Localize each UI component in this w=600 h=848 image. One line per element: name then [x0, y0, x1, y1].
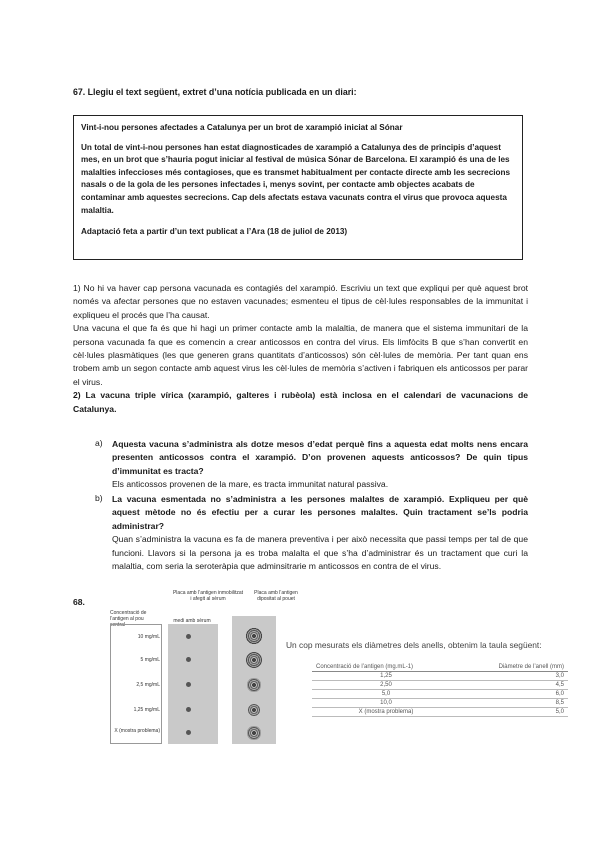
table-row	[312, 699, 568, 708]
table-header-diameter: Diàmetre de l’anell (mm)	[460, 663, 568, 672]
table-intro: Un cop mesurats els diàmetres dels anells, obtenim la taula següent:	[286, 640, 542, 650]
news-body: Un total de vint-i-nou persones han estat diagnosticades de xarampió a Catalunya des de principis d’aquest mes, en un brot que s’hauria pogut iniciar al festival de música Sónar de Barcelona. El xarampió és una de les malalties infeccioses més contagioses, que es transmet habitualment per contacte directe amb les secrecions nasals o de la gola de les persones infectades i, menys sovint, per contacte amb objectes acabats de contaminar amb aquestes secrecions. Cap dels afectats estava vacunats contra el virus que provoca aquesta malaltia.	[81, 142, 511, 215]
table-cell: X (mostra problema)	[312, 708, 460, 717]
table-cell: 5,0	[460, 708, 568, 717]
ring-diameter-table	[312, 663, 568, 717]
table-cell: 6,0	[460, 690, 568, 699]
table-row	[312, 708, 568, 717]
sub-question-a	[95, 438, 528, 492]
left-well-3	[186, 682, 191, 687]
precipitation-ring-5	[247, 726, 261, 740]
question-68-number: 68.	[73, 597, 85, 607]
table-header-concentration: Concentració de l’antigen (mg.mL-1)	[312, 663, 460, 672]
table-cell: 2,50	[312, 681, 460, 690]
precipitation-ring-3	[247, 678, 261, 692]
row-label-5: X (mostra problema)	[114, 728, 160, 734]
table-cell: 10,0	[312, 699, 460, 708]
strip-header: medi amb sèrum	[173, 618, 211, 624]
right-plate-title: Placa amb l’antigen dipositat al pouet	[254, 590, 298, 602]
table-row	[312, 672, 568, 681]
sub-answer-b: Quan s’administra la vacuna es fa de manera preventiva i per això necessita que passi temps per tal de que funcioni. Llavors si la persona ja es troba malalta el que s’ha d’administrar és un tractament que curi la malaltia, com seria la seroteràpia que adminsitrarie m anticossos en contra de el virus.	[112, 534, 528, 572]
row-label-4: 1,25 mg/mL	[133, 707, 160, 713]
left-well-5	[186, 730, 191, 735]
precipitation-ring-1	[245, 627, 263, 645]
precipitation-ring-4	[248, 704, 260, 716]
sub-question-b-text: La vacuna esmentada no s’administra a les persones malaltes de xarampió. Expliqueu per què aquest mètode no és efectiu per a curar les persones malaltes. Quin tractament se’ls podria administrar?	[112, 494, 528, 531]
table-row	[312, 681, 568, 690]
question-1: 1) No hi va haver cap persona vacunada es contagiés del xarampió. Escriviu un text que expliqui per què aquest brot només va afectar persones que no estaven vacunades; esmenteu el tipus de cèl·lules responsables de la immunitat i expliqueu el procés que l’ha causat.	[73, 283, 528, 320]
table-cell: 4,5	[460, 681, 568, 690]
concentration-column-header: Concentració de l’antigen al pou central	[110, 610, 147, 628]
table-row	[312, 690, 568, 699]
row-label-1: 10 mg/mL	[137, 634, 160, 640]
question-67-title: 67. Llegiu el text següent, extret d’una notícia publicada en un diari:	[73, 87, 357, 97]
left-well-4	[186, 707, 191, 712]
left-well-2	[186, 657, 191, 662]
sub-question-b	[95, 493, 528, 573]
answer-1: Una vacuna el que fa és que hi hagi un primer contacte amb la malaltia, de manera que el sistema immunitari de la persona vacunada fa que es comencin a crear anticossos en contra del virus. Els limfòcits B que s’han convertit en cèl·lules plasmàtiques (les que generen grans quantitats d’anticossos) són cèl·lules de memòria. Per tant quan ens trobem amb un segon contacte amb aquest virus les cèl·lules de memòria s’activen i fabriquen els anticossos per parar el virus.	[73, 323, 528, 387]
row-label-3: 2,5 mg/mL	[136, 682, 160, 688]
left-well-1	[186, 634, 191, 639]
news-headline: Vint-i-nou persones afectades a Catalunya per un brot de xarampió iniciat al Sónar	[81, 123, 403, 132]
immunodiffusion-figure	[110, 590, 305, 750]
sub-question-b-label: b)	[95, 493, 103, 503]
table-cell: 5,0	[312, 690, 460, 699]
precipitation-ring-2	[246, 652, 262, 668]
table-cell: 8,5	[460, 699, 568, 708]
left-plate-strip	[168, 624, 218, 744]
question-67-content	[73, 282, 528, 416]
news-source: Adaptació feta a partir d’un text publicat a l’Ara (18 de juliol de 2013)	[81, 227, 348, 237]
sub-question-a-label: a)	[95, 438, 103, 448]
row-label-2: 5 mg/mL	[140, 657, 160, 663]
sub-question-a-text: Aquesta vacuna s’administra als dotze mesos d’edat perquè fins a aquesta edat molts nens encara presenten anticossos contra el xarampió. D’on provenen aquests anticossos? De quin tipus d’immunitat es tracta?	[112, 439, 528, 476]
question-2: 2) La vacuna triple vírica (xarampió, galteres i rubèola) està inclosa en el calendari de vacunacions de Catalunya.	[73, 390, 528, 414]
news-excerpt-box	[73, 115, 523, 260]
table-cell: 1,25	[312, 672, 460, 681]
table-cell: 3,0	[460, 672, 568, 681]
left-plate-title: Placa amb l’antigen inmobilitzat i afegit al sèrum	[172, 590, 244, 602]
sub-answer-a: Els anticossos provenen de la mare, es tracta immunitat natural passiva.	[112, 479, 389, 490]
